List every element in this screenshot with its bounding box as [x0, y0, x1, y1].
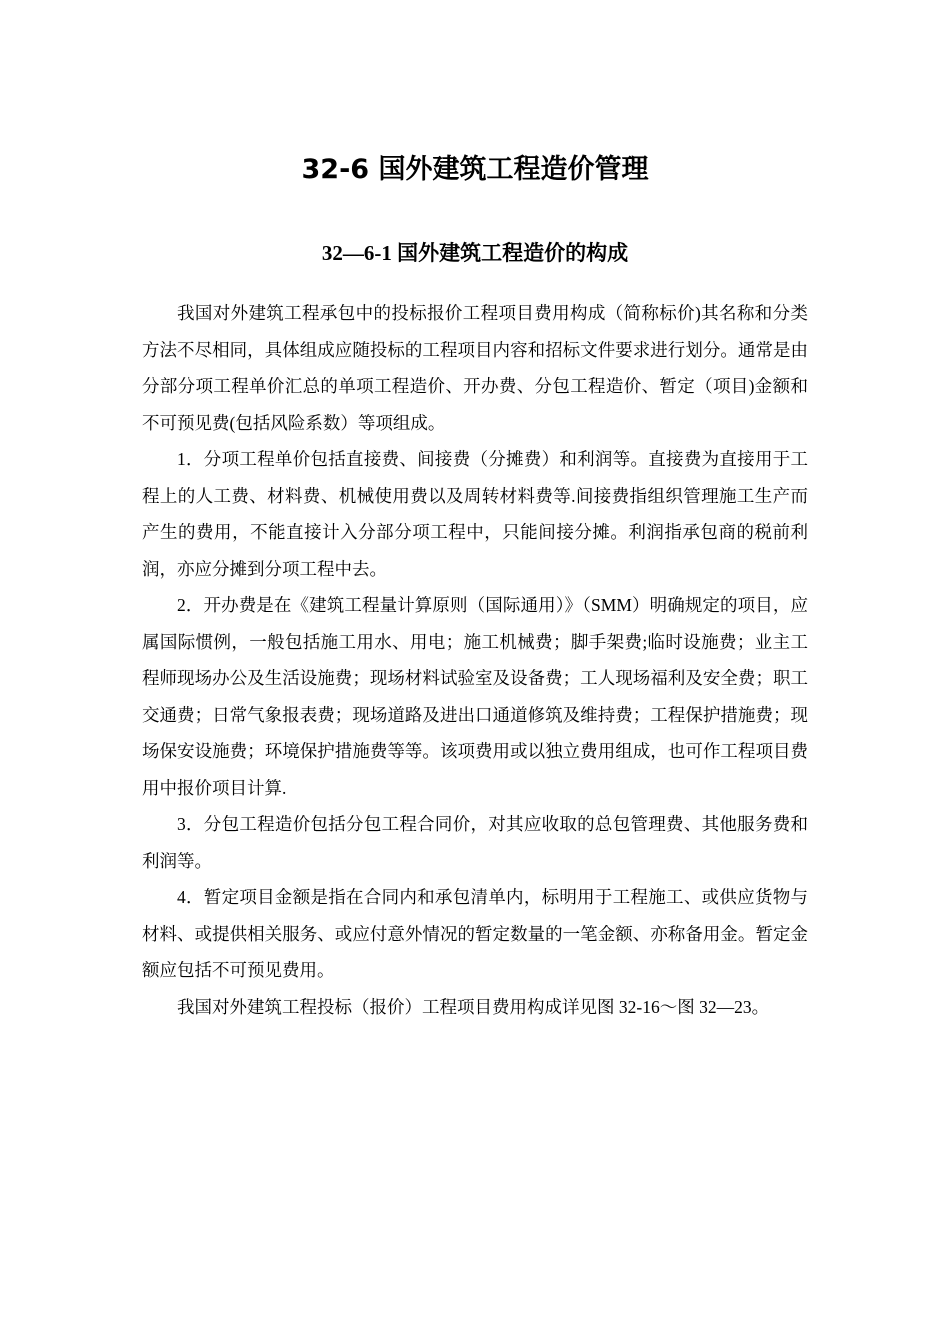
paragraph-item-3: 3．分包工程造价包括分包工程合同价，对其应收取的总包管理费、其他服务费和利润等。: [142, 814, 808, 871]
page-title: 32-6 国外建筑工程造价管理: [301, 154, 649, 185]
paragraph-item-2: 2．开办费是在《建筑工程量计算原则（国际通用）》（SMM）明确规定的项目，应属国际惯例，一般包括施工用水、用电；施工机械费；脚手架费;临时设施费；业主工程师现场办公及生活设施费；现场材料试验室及设备费；工人现场福利及安全费；职工交通费；日常气象报表费；现场道路及进出口通道修筑及维持费；工程保护措施费；现场保安设施费；环境保护措施费等等。该项费用或以独立费用组成，也可作工程项目费用中报价项目计算.: [142, 595, 808, 798]
paragraph-intro: 我国对外建筑工程承包中的投标报价工程项目费用构成（简称标价)其名称和分类方法不尽相同，具体组成应随投标的工程项目内容和招标文件要求进行划分。通常是由分部分项工程单价汇总的单项工程造价、开办费、分包工程造价、暂定（项目)金额和不可预见费(包括风险系数）等项组成。: [142, 303, 808, 433]
paragraph-item-1: 1．分项工程单价包括直接费、间接费（分摊费）和利润等。直接费为直接用于工程上的人工费、材料费、机械使用费以及周转材料费等.间接费指组织管理施工生产而产生的费用，不能直接计入分部分项工程中，只能间接分摊。利润指承包商的税前利润，亦应分摊到分项工程中去。: [142, 449, 808, 579]
body-text: [142, 295, 808, 1025]
paragraph-item-4: 4．暂定项目金额是指在合同内和承包清单内，标明用于工程施工、或供应货物与材料、或提供相关服务、或应付意外情况的暂定数量的一笔金额、亦称备用金。暂定金额应包括不可预见费用。: [142, 887, 808, 980]
section-heading: 32—6-1 国外建筑工程造价的构成: [321, 241, 629, 265]
paragraph-conclusion: 我国对外建筑工程投标（报价）工程项目费用构成详见图 32-16～图 32—23。: [177, 996, 770, 1017]
